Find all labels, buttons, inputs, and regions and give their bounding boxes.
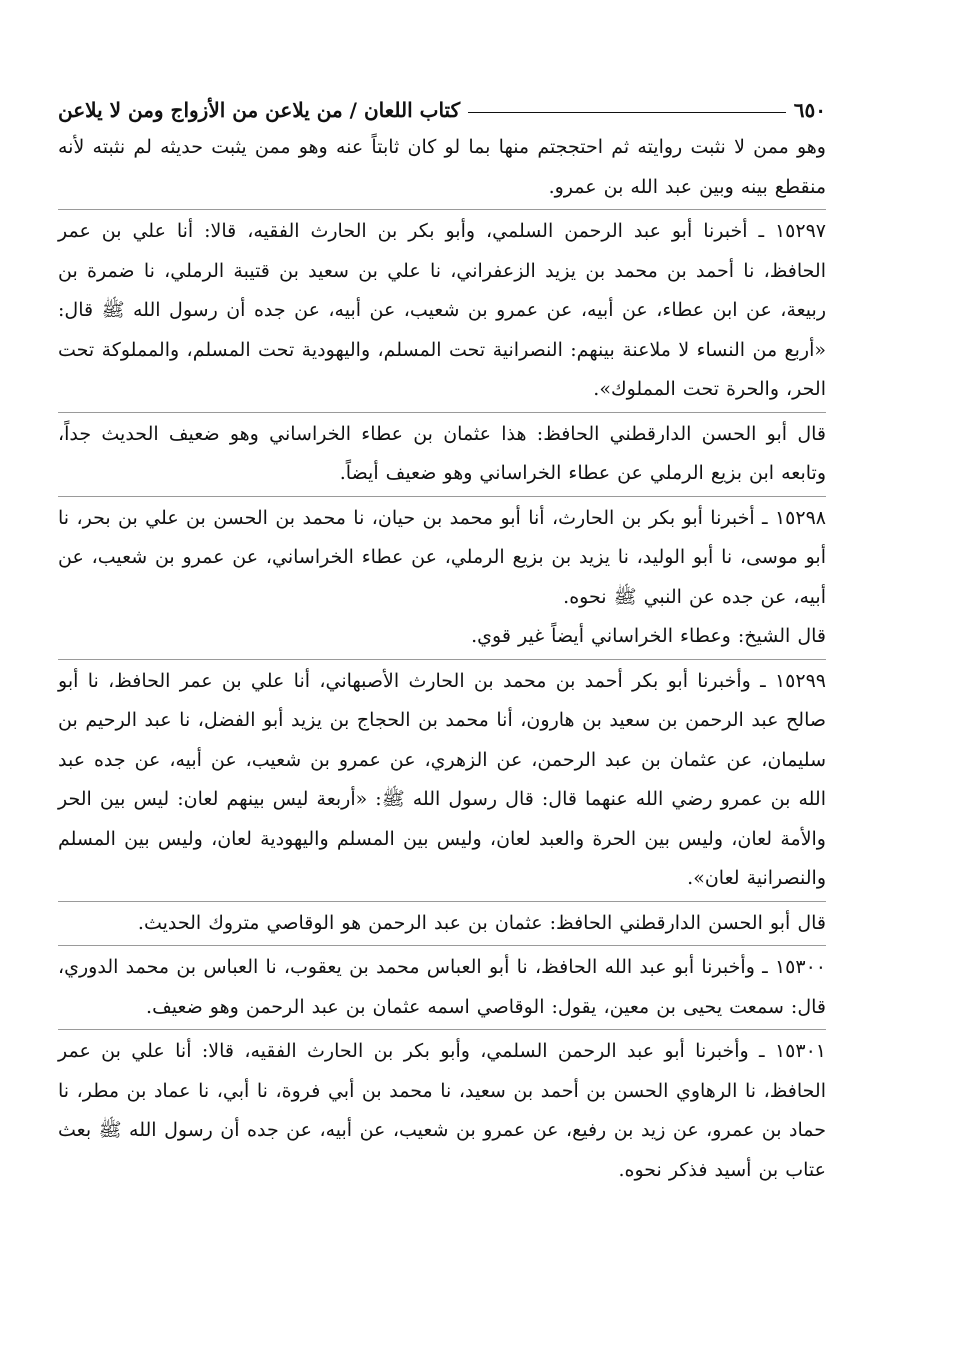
hadith-15297: ١٥٢٩٧ ـ أخبرنا أبو عبد الرحمن السلمي، وأبو بكر بن الحارث الفقيه، قالا: أنا علي بن عمر الحافظ، نا أحمد بن محمد بن يزيد الزعفراني، نا علي بن سعيد بن قتيبة الرملي، نا ضمرة بن ربيعة، عن ابن عطاء، عن أبيه، عن عمرو بن شعيب، عن أبيه، عن جده أن رسول الله ﷺ قال: «أربع من النساء لا ملاعنة بينهم: النصرانية تحت المسلم، واليهودية تحت المسلم، والمملوكة تحت الحر، والحرة تحت المملوك». (58, 209, 826, 410)
paragraph-continuation: وهو ممن لا نثبت روايته ثم احتججتم منها بما لو كان ثابتاً عنه وهو ممن يثبت حديثه لم نثبته لأنه منقطع بينه وبين عبد الله بن عمرو. (58, 136, 826, 198)
page-number: ٦٥٠ (793, 98, 826, 122)
commentary-daraqutni-1: قال أبو الحسن الدارقطني الحافظ: هذا عثمان بن عطاء الخراساني وهو ضعيف الحديث جداً، وتابعه ابن بزيع الرملي عن عطاء الخراساني وهو ضعيف أيضاً. (58, 412, 826, 494)
commentary-daraqutni-2: قال أبو الحسن الدارقطني الحافظ: عثمان بن عبد الرحمن هو الوقاصي متروك الحديث. (58, 901, 826, 944)
chapter-title: كتاب اللعان / من يلاعن من الأزواج ومن لا يلاعن (58, 98, 461, 122)
hadith-15298: ١٥٢٩٨ ـ أخبرنا أبو بكر بن الحارث، أنا أبو محمد بن حيان، نا محمد بن الحسن بن علي بن بحر، نا أبو موسى، نا أبو الوليد، نا يزيد بن بزيع الرملي، عن عطاء الخراساني، عن عمرو بن شعيب، عن أبيه، عن جده عن النبي ﷺ نحوه. (58, 496, 826, 618)
running-header (58, 78, 826, 122)
header-rule (468, 112, 786, 113)
book-page (58, 78, 826, 1190)
hadith-15300: ١٥٣٠٠ ـ وأخبرنا أبو عبد الله الحافظ، نا أبو العباس محمد بن يعقوب، نا العباس بن محمد الدوري، قال: سمعت يحيى بن معين، يقول: الوقاصي اسمه عثمان بن عبد الرحمن وهو ضعيف. (58, 945, 826, 1027)
page-body (58, 128, 826, 1190)
hadith-15301: ١٥٣٠١ ـ وأخبرنا أبو عبد الرحمن السلمي، وأبو بكر بن الحارث الفقيه، قالا: أنا علي بن عمر الحافظ، نا الرهاوي الحسن بن أحمد بن سعيد، نا محمد بن أبي فروة، نا أبي، نا عماد بن مطر، نا حماد بن عمرو، عن زيد بن رفيع، عن عمرو بن شعيب، عن أبيه، عن جده أن رسول الله ﷺ بعث عتاب بن أسيد فذكر نحوه. (58, 1029, 826, 1190)
commentary-shaykh: قال الشيخ: وعطاء الخراساني أيضاً غير قوي. (471, 625, 826, 647)
hadith-15299: ١٥٢٩٩ ـ وأخبرنا أبو بكر أحمد بن محمد بن الحارث الأصبهاني، أنا علي بن عمر الحافظ، نا أبو صالح عبد الرحمن بن سعيد بن هارون، أنا محمد بن الحجاج بن يزيد أبو الفضل، نا عبد الرحيم بن سليمان، عن عثمان بن عبد الرحمن، عن الزهري، عن عمرو بن شعيب، عن أبيه، عن جده عبد الله بن عمرو رضي الله عنهما قال: قال رسول الله ﷺ: «أربعة ليس بينهم لعان: ليس بين الحر والأمة لعان، وليس بين الحرة والعبد لعان، وليس بين المسلم واليهودية لعان، وليس بين المسلم والنصرانية لعان». (58, 659, 826, 899)
